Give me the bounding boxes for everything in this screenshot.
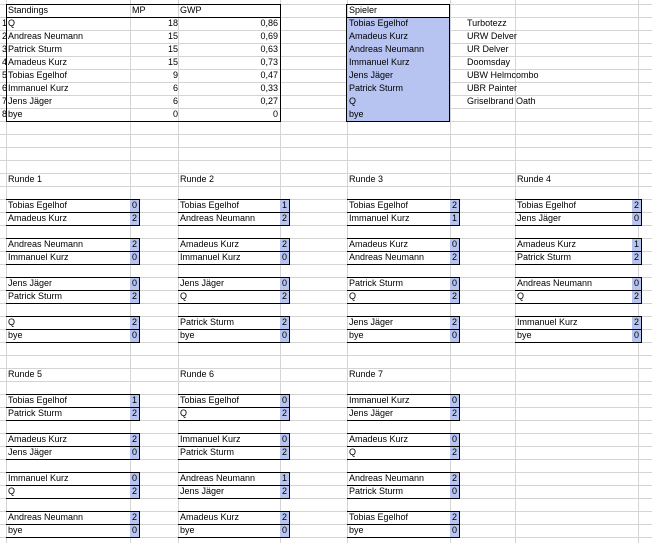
match-player[interactable]: Immanuel Kurz	[180, 434, 241, 444]
match-player[interactable]: bye	[349, 330, 364, 340]
cell-border	[6, 316, 140, 317]
cell-border	[178, 212, 290, 213]
cell-border	[178, 433, 290, 434]
match-score[interactable]: 2	[281, 213, 287, 223]
match-score[interactable]: 2	[451, 408, 457, 418]
cell-border	[178, 498, 290, 499]
match-player[interactable]: Patrick Sturm	[349, 486, 404, 496]
match-score[interactable]: 2	[451, 473, 457, 483]
standings-rank[interactable]: 3	[2, 44, 8, 54]
match-score[interactable]: 2	[131, 486, 137, 496]
cell-border	[178, 329, 290, 330]
match-score[interactable]: 0	[281, 525, 287, 535]
match-player[interactable]: bye	[349, 525, 364, 535]
match-player[interactable]: bye	[180, 330, 195, 340]
player-name[interactable]: Patrick Sturm	[347, 82, 449, 95]
player-deck[interactable]: URW Delver	[467, 31, 517, 41]
match-player[interactable]: Immanuel Kurz	[8, 473, 69, 483]
standings-mp[interactable]: 18	[167, 18, 178, 28]
cell-border	[6, 264, 140, 265]
match-score[interactable]: 2	[281, 291, 287, 301]
match-score[interactable]: 0	[131, 525, 137, 535]
cell-border	[6, 537, 140, 538]
match-player[interactable]: Q	[517, 291, 525, 301]
match-player[interactable]: Andreas Neumann	[517, 278, 593, 288]
match-score[interactable]: 0	[451, 486, 457, 496]
player-deck[interactable]: Griselbrand Oath	[467, 96, 536, 106]
cell-border	[139, 238, 140, 264]
gridline	[0, 147, 652, 148]
match-score[interactable]: 0	[451, 330, 457, 340]
cell-border	[178, 199, 290, 200]
match-player[interactable]: Tobias Egelhof	[517, 200, 577, 210]
cell-border	[515, 199, 642, 200]
cell-border	[178, 537, 290, 538]
cell-border	[6, 199, 140, 200]
cell-border	[347, 303, 460, 304]
standings-rank[interactable]: 5	[2, 70, 8, 80]
cell-border	[178, 303, 290, 304]
cell-border	[289, 199, 290, 225]
cell-border	[347, 485, 460, 486]
cell-border	[6, 407, 140, 408]
cell-border	[347, 238, 460, 239]
cell-border	[6, 251, 140, 252]
match-score[interactable]: 2	[131, 512, 137, 522]
match-score[interactable]: 0	[131, 200, 137, 210]
cell-border	[6, 459, 140, 460]
round-title[interactable]: Runde 6	[180, 369, 215, 379]
cell-border	[459, 238, 460, 264]
standings-rank[interactable]: 7	[2, 96, 8, 106]
cell-border	[6, 342, 140, 343]
cell-border	[459, 511, 460, 537]
match-player[interactable]: bye	[517, 330, 532, 340]
match-score[interactable]: 0	[281, 278, 287, 288]
match-player[interactable]: Tobias Egelhof	[180, 200, 240, 210]
standings-rank[interactable]: 4	[2, 57, 8, 67]
match-score[interactable]: 2	[281, 447, 287, 457]
cell-border	[139, 472, 140, 498]
match-player[interactable]: Immanuel Kurz	[349, 213, 410, 223]
player-name[interactable]: Q	[347, 95, 449, 108]
cell-border	[178, 459, 290, 460]
cell-border	[347, 420, 460, 421]
players-table-border	[346, 4, 450, 122]
standings-name[interactable]: Jens Jäger	[8, 96, 53, 106]
standings-mp[interactable]: 0	[172, 109, 178, 119]
cell-border	[347, 277, 460, 278]
cell-border	[515, 251, 642, 252]
cell-border	[347, 524, 460, 525]
match-player[interactable]: Jens Jäger	[8, 278, 53, 288]
cell-border	[6, 485, 140, 486]
match-score[interactable]: 0	[131, 473, 137, 483]
player-name[interactable]: Jens Jäger	[347, 69, 449, 82]
cell-border	[346, 17, 450, 18]
gridline	[0, 186, 652, 187]
match-player[interactable]: Amadeus Kurz	[349, 434, 409, 444]
match-score[interactable]: 1	[633, 239, 639, 249]
cell-border	[347, 225, 460, 226]
cell-border	[178, 420, 290, 421]
cell-border	[178, 446, 290, 447]
player-deck[interactable]: Doomsday	[467, 57, 511, 67]
match-player[interactable]: Amadeus Kurz	[8, 434, 68, 444]
cell-border	[641, 316, 642, 342]
cell-border	[178, 264, 290, 265]
round-title[interactable]: Runde 4	[517, 174, 552, 184]
cell-border	[347, 199, 460, 200]
cell-border	[347, 433, 460, 434]
gridline	[0, 134, 652, 135]
match-player[interactable]: Q	[180, 408, 188, 418]
match-player[interactable]: Patrick Sturm	[8, 408, 63, 418]
standings-mp[interactable]: 15	[167, 31, 178, 41]
match-player[interactable]: Andreas Neumann	[8, 239, 84, 249]
match-player[interactable]: Tobias Egelhof	[8, 200, 68, 210]
match-score[interactable]: 2	[633, 317, 639, 327]
cell-border	[6, 511, 140, 512]
match-score[interactable]: 0	[131, 330, 137, 340]
match-score[interactable]: 2	[281, 239, 287, 249]
match-player[interactable]: bye	[8, 525, 23, 535]
cell-border	[6, 225, 140, 226]
match-player[interactable]: Tobias Egelhof	[180, 395, 240, 405]
cell-border	[178, 251, 290, 252]
match-player[interactable]: Tobias Egelhof	[8, 395, 68, 405]
standings-name[interactable]: Tobias Egelhof	[8, 70, 68, 80]
match-player[interactable]: Amadeus Kurz	[8, 213, 68, 223]
match-player[interactable]: Patrick Sturm	[8, 291, 63, 301]
cell-border	[6, 238, 140, 239]
match-score[interactable]: 2	[131, 434, 137, 444]
cell-border	[347, 264, 460, 265]
match-score[interactable]: 2	[131, 213, 137, 223]
match-player[interactable]: Patrick Sturm	[180, 447, 235, 457]
match-player[interactable]: Immanuel Kurz	[8, 252, 69, 262]
cell-border	[641, 277, 642, 303]
cell-border	[178, 316, 290, 317]
cell-border	[347, 459, 460, 460]
match-score[interactable]: 2	[281, 486, 287, 496]
player-deck[interactable]: Turbotezz	[467, 18, 507, 28]
match-score[interactable]: 1	[131, 395, 137, 405]
match-score[interactable]: 2	[131, 408, 137, 418]
standings-gwp[interactable]: 0,27	[260, 96, 278, 106]
match-score[interactable]: 0	[633, 213, 639, 223]
standings-name[interactable]: Q	[8, 18, 16, 28]
player-deck[interactable]	[467, 108, 597, 121]
match-player[interactable]: Andreas Neumann	[8, 512, 84, 522]
cell-border	[347, 511, 460, 512]
cell-border	[347, 342, 460, 343]
match-score[interactable]: 1	[281, 473, 287, 483]
match-score[interactable]: 2	[281, 512, 287, 522]
match-player[interactable]: Jens Jäger	[180, 278, 225, 288]
match-score[interactable]: 2	[451, 512, 457, 522]
players-header[interactable]: Spieler	[349, 5, 378, 15]
standings-name[interactable]: Amadeus Kurz	[8, 57, 68, 67]
cell-border	[459, 277, 460, 303]
cell-border	[289, 511, 290, 537]
match-player[interactable]: Amadeus Kurz	[517, 239, 577, 249]
cell-border	[459, 472, 460, 498]
standings-gwp[interactable]: 0,33	[260, 83, 278, 93]
standings-rank[interactable]: 8	[2, 109, 8, 119]
match-player[interactable]: Amadeus Kurz	[180, 512, 240, 522]
match-player[interactable]: bye	[180, 525, 195, 535]
match-score[interactable]: 2	[281, 317, 287, 327]
gridline	[0, 355, 652, 356]
cell-border	[6, 446, 140, 447]
cell-border	[347, 212, 460, 213]
cell-border	[6, 524, 140, 525]
match-score[interactable]: 2	[281, 408, 287, 418]
match-player[interactable]: Q	[349, 447, 357, 457]
round-title[interactable]: Runde 1	[8, 174, 43, 184]
match-player[interactable]: Tobias Egelhof	[349, 200, 409, 210]
standings-rank[interactable]: 2	[2, 31, 8, 41]
match-player[interactable]: Patrick Sturm	[517, 252, 572, 262]
cell-border	[6, 329, 140, 330]
cell-border	[178, 238, 290, 239]
cell-border	[178, 524, 290, 525]
standings-gwp[interactable]: 0,73	[260, 57, 278, 67]
match-player[interactable]: bye	[8, 330, 23, 340]
cell-border	[178, 485, 290, 486]
cell-border	[6, 394, 140, 395]
player-name[interactable]: bye	[347, 108, 449, 121]
standings-rank[interactable]: 1	[2, 18, 8, 28]
cell-border	[347, 290, 460, 291]
match-score[interactable]: 0	[451, 278, 457, 288]
gridline	[0, 381, 652, 382]
cell-border	[641, 238, 642, 264]
match-player[interactable]: Q	[8, 486, 16, 496]
match-score[interactable]: 2	[451, 291, 457, 301]
match-player[interactable]: Patrick Sturm	[180, 317, 235, 327]
cell-border	[139, 394, 140, 420]
standings-table-border	[6, 4, 281, 122]
match-score[interactable]: 2	[633, 252, 639, 262]
cell-border	[515, 225, 642, 226]
cell-border	[515, 290, 642, 291]
cell-border	[515, 212, 642, 213]
player-deck[interactable]: UR Delver	[467, 44, 509, 54]
standings-header[interactable]: Standings	[8, 5, 49, 15]
match-player[interactable]: Jens Jäger	[349, 408, 394, 418]
cell-border	[515, 277, 642, 278]
standings-name[interactable]: bye	[8, 109, 23, 119]
match-score[interactable]: 1	[281, 200, 287, 210]
match-player[interactable]: Jens Jäger	[8, 447, 53, 457]
match-score[interactable]: 0	[633, 278, 639, 288]
cell-border	[6, 498, 140, 499]
cell-border	[6, 212, 140, 213]
cell-border	[289, 394, 290, 420]
cell-border	[139, 199, 140, 225]
player-deck[interactable]: UBR Painter	[467, 83, 518, 93]
match-player[interactable]: Jens Jäger	[180, 486, 225, 496]
cell-border	[6, 277, 140, 278]
standings-gwp-header[interactable]: GWP	[180, 5, 202, 15]
cell-border	[139, 316, 140, 342]
standings-gwp[interactable]: 0,86	[260, 18, 278, 28]
cell-border	[347, 472, 460, 473]
cell-border	[515, 264, 642, 265]
player-name[interactable]: Tobias Egelhof	[347, 17, 449, 30]
round-title[interactable]: Runde 5	[8, 369, 43, 379]
match-score[interactable]: 2	[131, 317, 137, 327]
standings-name[interactable]: Andreas Neumann	[8, 31, 84, 41]
cell-border	[6, 433, 140, 434]
match-player[interactable]: Jens Jäger	[517, 213, 562, 223]
cell-border	[289, 472, 290, 498]
round-title[interactable]: Runde 3	[349, 174, 384, 184]
match-score[interactable]: 0	[633, 330, 639, 340]
match-player[interactable]: Amadeus Kurz	[180, 239, 240, 249]
match-player[interactable]: Q	[8, 317, 16, 327]
standings-mp[interactable]: 6	[172, 96, 178, 106]
match-score[interactable]: 2	[451, 200, 457, 210]
match-player[interactable]: Immanuel Kurz	[349, 395, 410, 405]
match-score[interactable]: 1	[451, 213, 457, 223]
cell-border	[178, 472, 290, 473]
cell-border	[178, 342, 290, 343]
cell-border	[289, 277, 290, 303]
standings-rank[interactable]: 6	[2, 83, 8, 93]
player-name[interactable]: Immanuel Kurz	[347, 56, 449, 69]
match-score[interactable]: 0	[451, 395, 457, 405]
cell-border	[178, 394, 290, 395]
round-title[interactable]: Runde 7	[349, 369, 384, 379]
cell-border	[139, 511, 140, 537]
match-score[interactable]: 2	[131, 239, 137, 249]
match-player[interactable]: Andreas Neumann	[180, 473, 256, 483]
cell-border	[289, 316, 290, 342]
match-score[interactable]: 2	[633, 291, 639, 301]
match-player[interactable]: Q	[180, 291, 188, 301]
match-score[interactable]: 0	[281, 434, 287, 444]
standings-gwp[interactable]: 0,63	[260, 44, 278, 54]
cell-border	[178, 290, 290, 291]
player-name[interactable]: Andreas Neumann	[347, 43, 449, 56]
cell-border	[178, 511, 290, 512]
match-score[interactable]: 2	[451, 447, 457, 457]
standings-name[interactable]: Patrick Sturm	[8, 44, 63, 54]
match-player[interactable]: Q	[349, 291, 357, 301]
cell-border	[6, 17, 281, 18]
standings-gwp[interactable]: 0,47	[260, 70, 278, 80]
match-score[interactable]: 0	[131, 252, 137, 262]
cell-border	[459, 199, 460, 225]
match-score[interactable]: 0	[451, 434, 457, 444]
player-name[interactable]: Amadeus Kurz	[347, 30, 449, 43]
cell-border	[347, 316, 460, 317]
cell-border	[347, 537, 460, 538]
match-score[interactable]: 0	[131, 278, 137, 288]
cell-border	[515, 329, 642, 330]
match-score[interactable]: 2	[451, 252, 457, 262]
cell-border	[347, 329, 460, 330]
match-score[interactable]: 0	[131, 447, 137, 457]
match-score[interactable]: 2	[633, 200, 639, 210]
round-title[interactable]: Runde 2	[180, 174, 215, 184]
match-score[interactable]: 0	[451, 525, 457, 535]
cell-border	[515, 342, 642, 343]
match-score[interactable]: 0	[281, 252, 287, 262]
standings-mp[interactable]: 9	[172, 70, 178, 80]
cell-border	[347, 251, 460, 252]
cell-border	[347, 498, 460, 499]
cell-border	[515, 316, 642, 317]
cell-border	[515, 238, 642, 239]
match-score[interactable]: 0	[451, 239, 457, 249]
cell-border	[641, 199, 642, 225]
cell-border	[178, 277, 290, 278]
cell-border	[178, 407, 290, 408]
cell-border	[459, 394, 460, 420]
cell-border	[139, 277, 140, 303]
cell-border	[289, 433, 290, 459]
cell-border	[459, 433, 460, 459]
match-score[interactable]: 0	[281, 330, 287, 340]
match-player[interactable]: Andreas Neumann	[349, 473, 425, 483]
match-score[interactable]: 2	[451, 317, 457, 327]
standings-gwp[interactable]: 0,69	[260, 31, 278, 41]
cell-border	[459, 316, 460, 342]
cell-border	[347, 446, 460, 447]
cell-border	[6, 290, 140, 291]
cell-border	[347, 407, 460, 408]
cell-border	[139, 433, 140, 459]
standings-mp[interactable]: 15	[167, 44, 178, 54]
match-player[interactable]: Andreas Neumann	[349, 252, 425, 262]
standings-gwp[interactable]: 0	[272, 109, 278, 119]
standings-mp[interactable]: 6	[172, 83, 178, 93]
match-player[interactable]: Immanuel Kurz	[180, 252, 241, 262]
cell-border	[289, 238, 290, 264]
match-player[interactable]: Tobias Egelhof	[349, 512, 409, 522]
standings-mp[interactable]: 15	[167, 57, 178, 67]
cell-border	[515, 303, 642, 304]
match-player[interactable]: Jens Jäger	[349, 317, 394, 327]
match-score[interactable]: 0	[281, 395, 287, 405]
match-player[interactable]: Amadeus Kurz	[349, 239, 409, 249]
cell-border	[6, 472, 140, 473]
cell-border	[6, 303, 140, 304]
standings-name[interactable]: Immanuel Kurz	[8, 83, 69, 93]
cell-border	[347, 394, 460, 395]
match-score[interactable]: 2	[131, 291, 137, 301]
standings-mp-header[interactable]: MP	[132, 5, 146, 15]
player-deck[interactable]: UBW Helmcombo	[467, 70, 539, 80]
match-player[interactable]: Patrick Sturm	[349, 278, 404, 288]
cell-border	[6, 420, 140, 421]
match-player[interactable]: Andreas Neumann	[180, 213, 256, 223]
match-player[interactable]: Immanuel Kurz	[517, 317, 578, 327]
cell-border	[178, 225, 290, 226]
gridline	[0, 160, 652, 161]
